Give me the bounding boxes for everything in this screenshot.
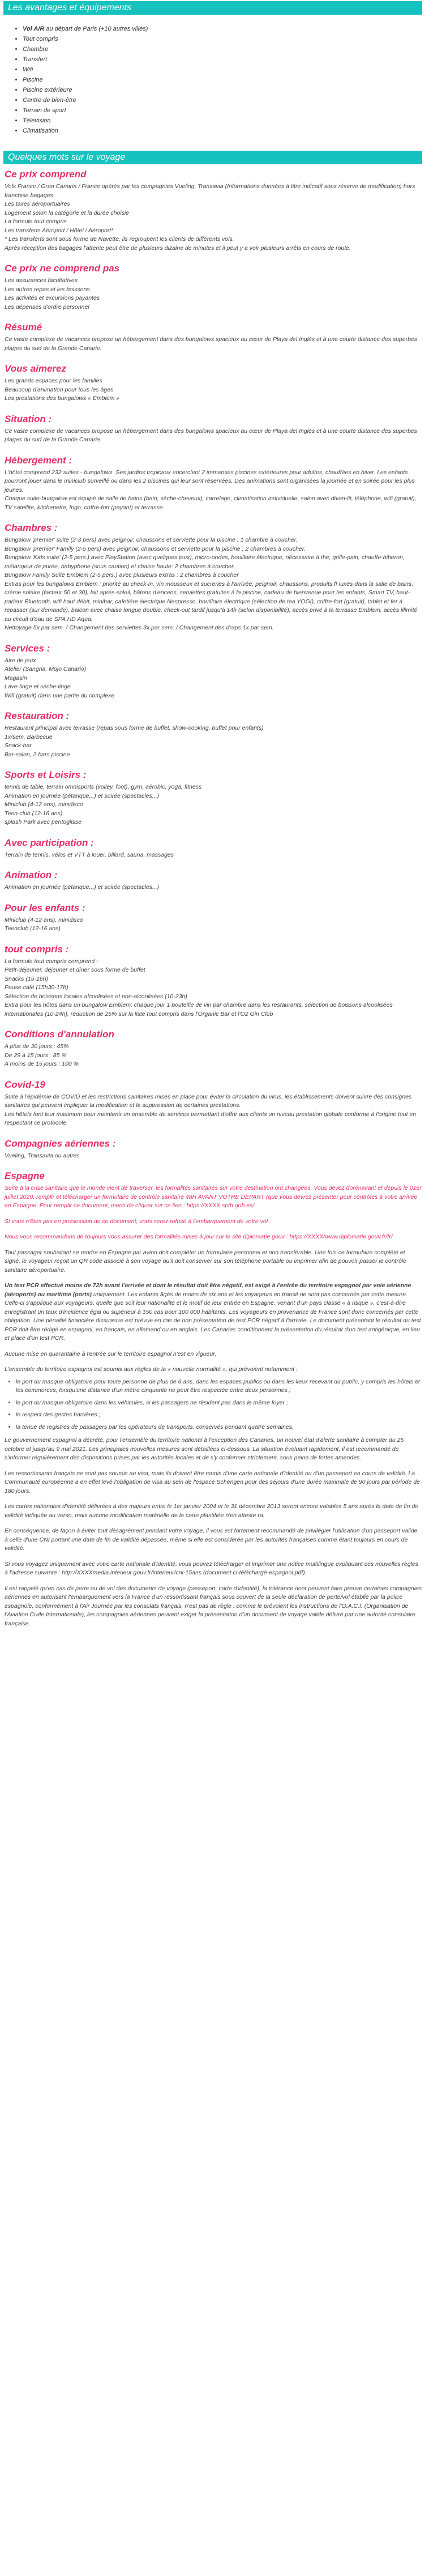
advantage-item-text: Transfert: [23, 56, 48, 63]
section-text: Restaurant principal avec terrasse (repas sous forme de buffet, show-cooking, buffet pour enfants): [5, 725, 264, 731]
trip-banner: Quelques mots sur le voyage: [3, 151, 422, 164]
section-title: Ce prix comprend: [5, 169, 87, 180]
advantage-item: [23, 54, 429, 65]
section-text: 1x/sem. Barbecue: [5, 733, 53, 740]
section-title: Chambres :: [5, 522, 58, 533]
espagne-para-1: Tout passager souhaitant se rendre en Espagne par avion doit compléter un formulaire personnel et non transférable. Une fois ce formulaire complété et signé, le voyageur reçoit un QR code associé à son voyage qu'il doit conserver sur son téléphone portable ou imprimer afin de pouvoir passer le contrôle sanitaire aéroportuaire.: [5, 1249, 406, 1274]
advantages-banner: Les avantages et équipements: [3, 1, 422, 15]
section-text: Bungalow 'premier' suite (2-3 pers) avec peignoir, chaussons et serviette pour la piscine : 1 chambre à coucher.: [5, 537, 298, 543]
section-text: Ce vaste complexe de vacances propose un hébergement dans des bungalows spacieux au cœur de Playa del Inglés et à une courte distance des superbes plages du sud de la Grande Canarie.: [5, 336, 418, 352]
section-text: Les activités et excursions payantes: [5, 295, 100, 301]
espagne-para-2-text: uniquement. Les enfants âgés de moins de six ans et les voyageurs en transit ne sont pas concernés par cette mesure. Celle-ci s'applique aux voyageurs, quelle que soit leur nationalité et le motif de leur entrée en Espagne, venant d'un pays classé « à risque », c'est-à-dire enregistrant un taux d'incidence égal ou supérieur à 150 cas pour 100 000 habitants. Les voyageurs en provenance de France sont donc concernés par cette obligation. Une pénalité financière dissuasive est prévue en cas de non présentation de test PCR négatif à l'arrivée. Le document présentant le résultat du test PCR doit être rédigé en espagnol, en français, en allemand ou en anglais. Les Canaries conditionnent la présentation du résultat d'un test antigénique, en lieu et place d'un test PCR.: [5, 1291, 421, 1342]
advantage-item: [23, 24, 429, 34]
advantage-item: [23, 85, 429, 95]
section-text: Les transferts Aéroport / Hôtel / Aéroport*: [5, 227, 114, 234]
list-item: • la tenue de registres de passagers par les opérateurs de transports, conservés pendant quatre semaines.: [16, 1423, 422, 1432]
section-text: Ce vaste complexe de vacances propose un hébergement dans des bungalows spacieux au cœur de Playa del Inglés et à une courte distance des superbes plages du sud de la Grande Canarie.: [5, 427, 418, 443]
section-text: Beaucoup d'animation pour tous les âges: [5, 386, 114, 393]
section-title: Avec participation :: [5, 837, 94, 848]
section-title: tout compris :: [5, 943, 69, 955]
advantage-item-text: Télévision: [23, 117, 51, 124]
section-text: Après réception des bagages l'attente peut être de plusieurs dizaine de minutes et il peut y a voir plusieurs arrêts en cours de route.: [5, 244, 351, 252]
section-text: Bungalow 'premier' Family (2-5 pers) avec peignoir, chaussons et serviette pour la piscine : 2 chambres à coucher.: [5, 545, 306, 552]
section-text: * Les transferts sont sous forme de Navette, ils regroupent les clients de différents vols.: [5, 236, 234, 242]
section-text: Extra pour les hôtes dans un bungalow Emblem: chaque jour 1 bouteille de vin par chambre dans les restaurants, sélection de boissons alcoolisées internationales (10-24h), réduction de 25% sur la liste tout compris dans l'Organic Bar et l'O2 Gin Club: [5, 1002, 393, 1017]
section-text: Terrain de tennis, vélos et VTT à louer, billard, sauna, massages: [5, 851, 174, 858]
section-text: Suite à l'épidémie de COVID et les restrictions sanitaires mises en place pour éviter la circulation du virus, les établissements doivent suivre des consignes sanitaires qui peuvent impliquer la modification et la suppression de certaines prestations.: [5, 1093, 412, 1109]
section-text: Animation en journée (pétanque...) et soirée (spectacles...): [5, 792, 160, 799]
section-text: Extras pour les bungalows Emblem : priorité au check-in, vin mousseux et sucreries à l'arrivée, peignoir, chaussons, produits fl Iuxés dans la salle de bains, crème solaire (facteur 50 et 30), lait après-soleil, bâtons d'encens, serviettes gratuites à la piscine, cadeau de bienvenue pour les enfants, Smart TV, haut-parleur Bluetooth, wifi haut débit, minibar, cafetière électrique Nespresso, bouilloire électrique (sélection de tea YOGI), coffre-fort (gratuit), tablet et fer à repasser (sur demande), balcon avec chaise longue double, check-out tardif jusqu'à 14h (selon disponibilité), accès privé à la terrasse Emblem, accès illimité au circuit d'eau de SPA HD Aqua.: [5, 580, 418, 623]
section-title: Pour les enfants :: [5, 902, 85, 913]
espagne-para-5: Le gouvernement espagnol a décrété, pour l'ensemble du territoire national à l'exception des Canaries, un nouvel état d'alerte sanitaire à compter du 25 octobre et jusqu'au 9 mai 2021. Les principales nouvelles mesures sont détaillées ci-dessous. La situation évoluant rapidement, il est recommandé de s'informer régulièrement des dispositions prises par les autorités locales et de s'y conformer strictement, sous peine de fortes amendes.: [5, 1437, 404, 1461]
list-item: • le port du masque obligatoire dans les véhicules, si les passagers ne résident pas dans le même foyer ;: [16, 1399, 422, 1408]
section-text: Atelier (Sangria, Mojo Canario): [5, 666, 87, 672]
section-title: Compagnies aériennes :: [5, 1138, 116, 1149]
section-text: Pause café (15h30-17h): [5, 984, 68, 991]
section-text: Les prestations des bungalows « Emblem »: [5, 395, 120, 402]
advantage-item-bold: Vol A/R: [23, 25, 45, 32]
section-text: La formule tout compris comprend :: [5, 957, 98, 965]
espagne-para-2-bold: Un test PCR effectué moins de 72h avant l'arrivée et dont le résultat doit être négatif, est exigé à l'entrée du territoire espagnol par voie aérienne (aéroports) ou maritime (ports): [5, 1282, 411, 1298]
section-text: A moins de 15 jours : 100 %: [5, 1061, 79, 1067]
advantage-item: [23, 116, 429, 126]
section-text: Les autres repas et les boissons: [5, 286, 90, 293]
section-text: Teenclub (12-16 ans): [5, 925, 61, 932]
section-text: tennis de table, terrain omnisports (volley, foot), gym, aérobic, yoga, fitness: [5, 784, 202, 790]
espagne-red-notice-2: Si vous n'êtes pas en possession de ce document, vous serez refusé à l'embarquement de votre vol.: [5, 1217, 270, 1225]
advantage-item-text: Piscine extérieure: [23, 87, 72, 93]
espagne-section: [0, 1170, 429, 1628]
section-text: Les hôtels font leur maximum pour maintenir un ensemble de services permettant d'offrir aux clients un niveau prestation globale conforme à l'origine tout en respectant ce protocole.: [5, 1110, 417, 1126]
advantage-item-text: Tout compris: [23, 36, 58, 42]
section-text: Aire de jeux: [5, 657, 36, 664]
section-text: Les assurances facultatives: [5, 277, 78, 284]
section-text: A plus de 30 jours : 45%: [5, 1043, 69, 1050]
section-text: Miniclub (4-12 ans), minidisco: [5, 916, 83, 923]
advantage-item-text: Climatisation: [23, 127, 58, 134]
section-text: Animation en journée (pétanque...) et soirée (spectacles...): [5, 884, 160, 891]
advantage-item: [23, 75, 429, 85]
trip-content: [0, 169, 429, 1160]
section-text: La formule tout compris: [5, 218, 67, 225]
advantage-item-text: au départ de Paris (+10 autres villes): [44, 25, 148, 32]
section-title: Résumé: [5, 322, 42, 333]
section-title: Services :: [5, 642, 50, 654]
section-text: Snacks (15-16h): [5, 975, 49, 982]
espagne-red-notice-1: Suite à la crise sanitaire que le monde vient de traverser, les formalités sanitaires sur votre destination ont changées. Vous devez dorénavant et depuis le 01er juillet 2020, remplir et télécharger un formulaire de contrôle sanitaire 48H AVANT VOTRE DEPART (que vous devrez présenter pour contrôles à votre arrivée en Espagne. Pour remplir ce document, merci de cliquer sur ce lien : https://XXXX.spth.gob.es/: [5, 1185, 422, 1209]
section-text: Bar-salon, 2 bars piscine: [5, 751, 70, 758]
advantage-item-text: Chambre: [23, 46, 49, 53]
section-text: Nettoyage 5x par sem. / Changement des serviettes 3x par sem. / Changement des draps 1x par sem.: [5, 624, 274, 631]
espagne-para-7: Les cartes nationales d'identité délivrées à des majeurs entre le 1er janvier 2004 et le 31 décembre 2013 seront encore valables 5 ans après la date de fin de validité indiquée au verso, mais aucune modification matérielle de la carte plastifiée n'en atteste ra.: [5, 1503, 419, 1519]
advantage-item-text: Terrain de sport: [23, 107, 66, 114]
section-text: L'hôtel comprend 232 suites - bungalows. Ses jardins tropicaux encerclent 2 immenses piscines extérieures pour adultes, chauffées en hiver. Les enfants pourront jouer dans le miniclub surveillé ou dans les 2 piscines qui leur sont réservées. Des animations sont organisées la journée et en soirée pour les plus jeunes.: [5, 469, 415, 493]
section-text: Petit-déjeuner, déjeuner et dîner sous forme de buffet: [5, 966, 145, 973]
espagne-para-9: Si vous voyagez uniquement avec votre carte nationale d'identité, vous pouvez télécharger et imprimer une notice multilingue expliquant ces nouvelles règles à l'adresse suivante : http://XXXXmedia.interieur.gouv.fr/interieur/cni-15ans (document ci-téléchargé-espagnol.pdf).: [5, 1560, 419, 1576]
section-title: Ce prix ne comprend pas: [5, 263, 120, 274]
advantage-item: [23, 65, 429, 75]
section-title: Covid-19: [5, 1079, 45, 1090]
section-title: Restauration :: [5, 710, 70, 721]
section-text: Magasin: [5, 674, 27, 682]
section-title: Vous aimerez: [5, 363, 66, 374]
espagne-para-3: Aucune mise en quarantaine à l'entrée sur le territoire espagnol n'est en vigueur.: [5, 1350, 217, 1357]
advantage-item: [23, 105, 429, 116]
espagne-para-10: Il est rappelé qu'en cas de perte ou de vol des documents de voyage (passeport, carte d'identité), la tolérance dont peuvent faire preuve certaines compagnies aériennes en autorisant l'embarquement vers la France d'un ressortissant français sous couvert de la seule déclaration de perte/vol établie par la police espagnole, conformément à l'Air Journée par les consulats français, n'est pas de règle : comme le prévoient les instructions de l'O.A.C.I. (Organisation de l'Aviation Civile Internationale), les compagnies aériennes peuvent exiger la présentation d'un document de voyage valide délivré par une autorité consulaire française.: [5, 1585, 422, 1627]
section-text: splash Park avec pentoglisse: [5, 819, 81, 825]
section-title: Situation :: [5, 413, 52, 424]
section-text: Chaque suite-bungalow est équipé de salle de bains (bain, sèche-cheveux), carrelage, climatisation individuelle, salon avec divan-lit, téléphone, wifi (gratuit), TV satellite, kitchenette, frigo, coffre-fort (payant) et terrasse.: [5, 495, 417, 511]
advantage-item: [23, 126, 429, 136]
espagne-para-6: Les ressortissants français ne sont pas soumis au visa, mais ils doivent être munis d'une carte nationale d'identité ou d'un passeport en cours de validité. La Communauté européenne a en effet levé l'obligation de visa au sein de l'espace Schengen pour des séjours d'une durée maximale de 90 jours par période de 180 jours.: [5, 1470, 420, 1494]
section-title: Sports et Loisirs :: [5, 769, 87, 780]
advantage-item: [23, 34, 429, 44]
section-text: Wifi (gratuit) dans une partie du complexe: [5, 692, 115, 699]
section-text: Bungalow Family Suite Emblem (2-5 pers.) avec plusieurs extras : 2 chambres à coucher: [5, 572, 239, 578]
section-text: Vueling, Transavia ou autres: [5, 1152, 80, 1159]
espagne-rules-list: [5, 1378, 422, 1432]
section-title: Animation :: [5, 870, 58, 880]
section-text: Les taxes aéroportuaires: [5, 201, 70, 207]
section-text: Sélection de boissons locales alcoolisées et non-alcoolisées (10-23h): [5, 993, 187, 1000]
section-title: Conditions d'annulation: [5, 1029, 114, 1040]
section-text: Snack-bar: [5, 742, 32, 749]
section-text: Logement selon la catégorie et la durée choisie: [5, 209, 130, 216]
section-title: Hébergement :: [5, 454, 72, 466]
section-text: Miniclub (4-12 ans), minidisco: [5, 801, 83, 808]
section-title-espagne: Espagne: [5, 1170, 45, 1181]
section-text: Lave-linge et sèche-linge: [5, 683, 71, 690]
advantages-list: [0, 24, 429, 136]
advantage-item: [23, 44, 429, 54]
espagne-para-4: L'ensemble du territoire espagnol est soumis aux règles de la « nouvelle normalité », qui prévoient notamment :: [5, 1366, 298, 1373]
list-item: • le port du masque obligatoire pour toute personne de plus de 6 ans, dans les espaces publics ou dans les lieux recevant du public, y compris les hôtels et les commerces, lorsqu'une distance d'un mètre cinquante ne peut être respectée entre deux personnes ;: [16, 1378, 422, 1395]
list-item: • le respect des gestes barrières ;: [16, 1411, 422, 1420]
espagne-red-notice-3: Nous vous recommandons de toujours vous assurer des formalités mises à jour sur le site diplomatie.gouv : https://XXXX/www.diplomatie.gouv.fr/fr/: [5, 1233, 393, 1240]
advantage-item-text: Wifi: [23, 66, 33, 73]
section-text: Les dépenses d'ordre personnel: [5, 303, 89, 310]
espagne-para-8: En conséquence, de façon à éviter tout désagrément pendant votre voyage, il vous est fortement recommandé de privilégier l'utilisation d'un passeport valide à celle d'une CNI portant une date de fin de validité dépassée, même si elle est considérée par les autorités françaises comme étant toujours en cours de validité.: [5, 1527, 418, 1552]
section-text: Bungalow 'Kids suite' (2-5 pers.) avec PlayStation (avec quelques jeux), micro-ondes, bouilloire électrique, nécessaire à thé, grille-pain, chauffe-biberon, mélangeur de purée, babyphone (sous caution) et chaise haute: 2 chambres à coucher.: [5, 554, 405, 570]
section-text: Teen-club (12-16 ans): [5, 810, 63, 817]
section-text: Vols France / Gran Canaria / France opérés par les compagnies Vueling, Transavia (Informations données à titre indicatif sous réserve de modification) hors franchise bagages: [5, 183, 415, 199]
advantage-item-text: Centre de bien-être: [23, 97, 76, 104]
advantage-item: [23, 95, 429, 105]
espagne-para-2: [5, 1281, 422, 1343]
advantage-item-text: Piscine: [23, 76, 43, 83]
section-text: De 29 à 15 jours : 85 %: [5, 1051, 67, 1059]
section-text: Les grands espaces pour les familles: [5, 377, 102, 384]
